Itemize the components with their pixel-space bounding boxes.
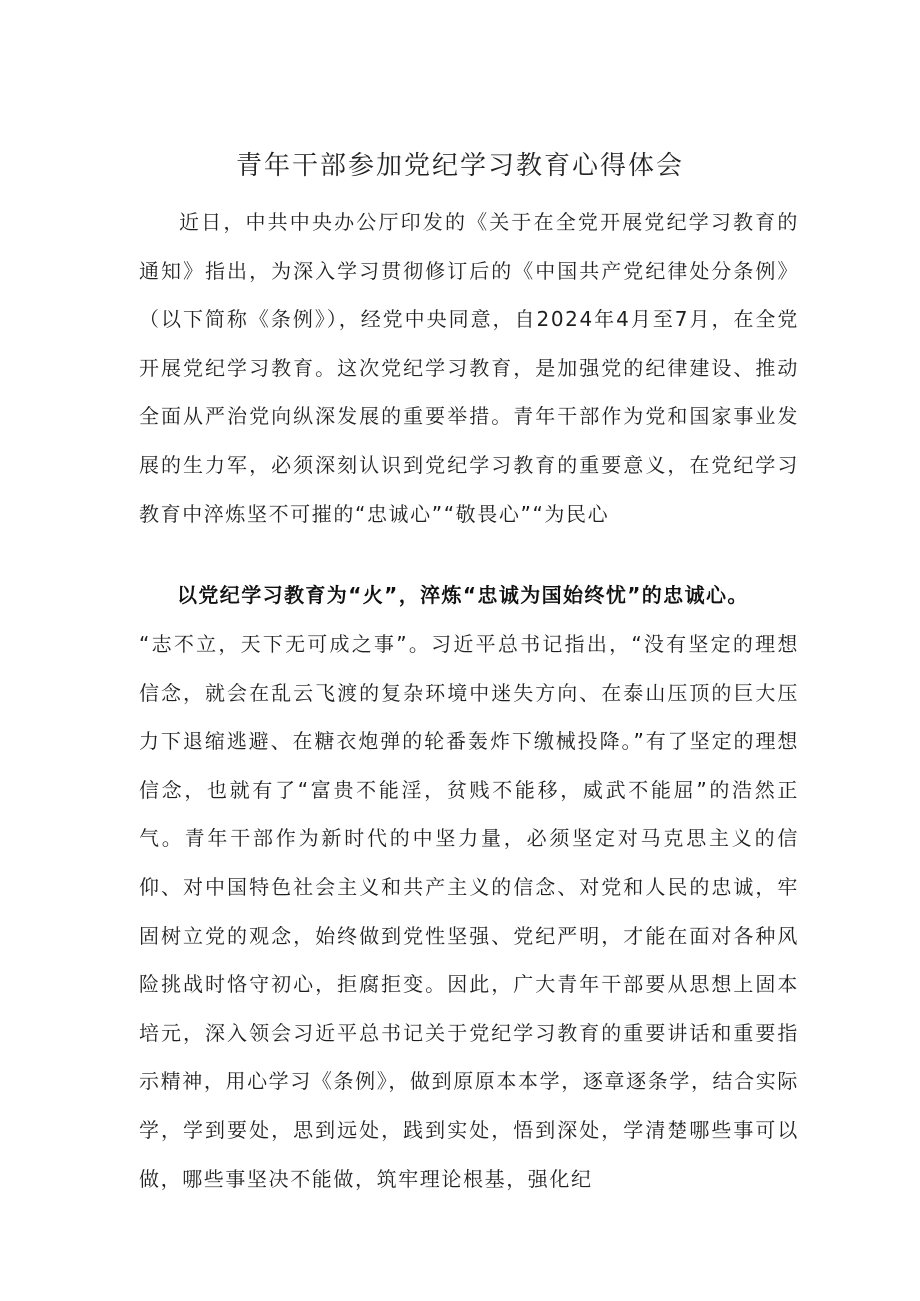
document-title: 青年干部参加党纪学习教育心得体会 — [235, 151, 684, 181]
section-heading: 以党纪学习教育为“火”，淬炼“忠诚为国始终忧”的忠诚心。 — [177, 583, 749, 607]
section-paragraph: “志不立，天下无可成之事”。习近平总书记指出，“没有坚定的理想信念，就会在乱云飞渡的复杂环境中迷失方向、在泰山压顶的巨大压力下退缩逃避、在糖衣炮弹的轮番轰炸下缴械投降。”有了坚定的理想信念，也就有了“富贵不能淫，贫贱不能移，威武不能屈”的浩然正气。青年干部作为新时代的中坚力量，必须坚定对马克思主义的信仰、对中国特色社会主义和共产主义的信念、对党和人民的忠诚，牢固树立党的观念，始终做到党性坚强、党纪严明，才能在面对各种风险挑战时恪守初心，拒腐拒变。因此，广大青年干部要从思想上固本培元，深入领会习近平总书记关于党纪学习教育的重要讲话和重要指示精神，用心学习《条例》，做到原原本本学，逐章逐条学，结合实际学，学到要处，思到远处，践到实处，悟到深处，学清楚哪些事可以做，哪些事坚决不能做，筑牢理论根基，强化纪 — [139, 632, 799, 1191]
intro-paragraph: 近日，中共中央办公厅印发的《关于在全党开展党纪学习教育的通知》指出，为深入学习贯彻修订后的《中国共产党纪律处分条例》（以下简称《条例》），经党中央同意，自2024年4月至7月，在全党开展党纪学习教育。这次党纪学习教育，是加强党的纪律建设、推动全面从严治党向纵深发展的重要举措。青年干部作为党和国家事业发展的生力军，必须深刻认识到党纪学习教育的重要意义，在党纪学习教育中淬炼坚不可摧的“忠诚心”“敬畏心”“为民心 — [139, 210, 799, 526]
